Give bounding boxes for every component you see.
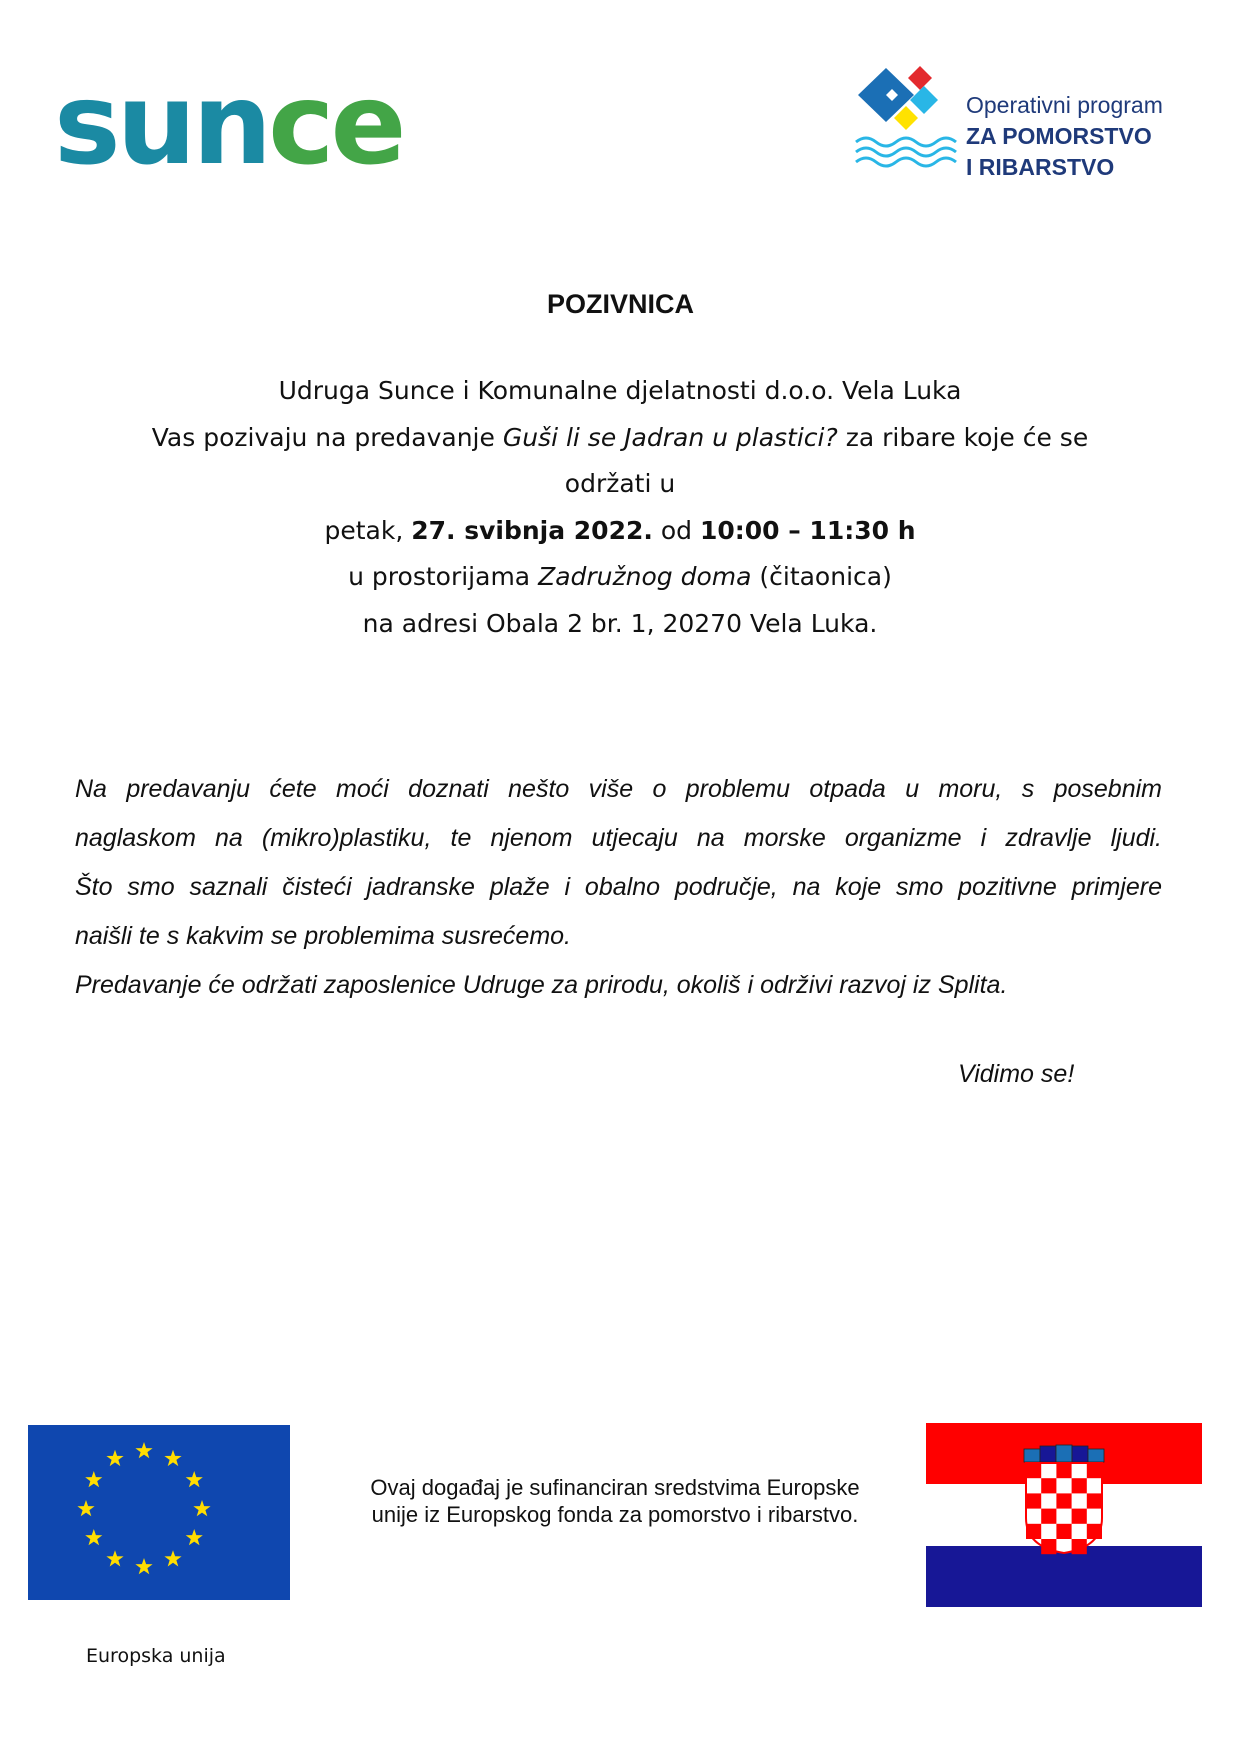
- body-line-4: naišli te s kakvim se problemima susrećemo.: [75, 922, 571, 950]
- body-line-5: Predavanje će održati zaposlenice Udruge za prirodu, okoliš i održivi razvoj iz Splita.: [75, 971, 1008, 999]
- intro-line-lecture: [100, 415, 1140, 462]
- shield-check-square: [1072, 1509, 1087, 1524]
- op-logo-text: [966, 90, 1163, 183]
- shield-check-square: [1087, 1463, 1102, 1478]
- shield-check-square: [1041, 1478, 1056, 1493]
- shield-check-square: [1056, 1493, 1071, 1508]
- croatian-coat-of-arms-icon: [1024, 1445, 1104, 1554]
- eu-star-icon: [164, 1450, 181, 1466]
- eu-caption: Europska unija: [86, 1645, 226, 1667]
- eu-star-icon: [193, 1500, 210, 1516]
- invitation-body: [75, 765, 1162, 1010]
- op-pomorstvo-logo: [848, 60, 1188, 190]
- op-logo-line2: ZA POMORSTVO: [966, 123, 1152, 149]
- eu-star-icon: [85, 1471, 102, 1487]
- shield-check-square: [1072, 1478, 1087, 1493]
- event-date: 27. svibnja 2022.: [411, 515, 653, 545]
- shield-check-square: [1041, 1509, 1056, 1524]
- eu-star-icon: [164, 1550, 181, 1566]
- intro-lecture-suffix: za ribare koje će se: [837, 422, 1089, 452]
- eu-flag: [28, 1425, 290, 1600]
- sunce-logo-text-green: ce: [268, 60, 403, 190]
- op-logo-line3: I RIBARSTVO: [966, 154, 1115, 180]
- sunce-logo-text-teal: sun: [54, 60, 269, 190]
- cofinance-statement: [320, 1474, 910, 1528]
- shield-check-square: [1087, 1524, 1102, 1539]
- op-fish-diamond-icon: [848, 60, 958, 180]
- eu-star-icon: [135, 1442, 152, 1458]
- intro-line-venue: [100, 554, 1140, 601]
- shield-check-square: [1056, 1524, 1071, 1539]
- intro-from: od: [652, 515, 700, 545]
- op-logo-line1: Operativni program: [966, 92, 1163, 118]
- document-title: POZIVNICA: [546, 289, 694, 319]
- shield-check-square: [1026, 1463, 1041, 1478]
- intro-line-held: održati u: [564, 469, 676, 498]
- shield-check-square: [1072, 1539, 1087, 1554]
- intro-day: petak,: [324, 515, 412, 545]
- shield-check-square: [1041, 1539, 1056, 1554]
- closing-text: Vidimo se!: [958, 1060, 1075, 1088]
- eu-stars-icon: [28, 1425, 290, 1600]
- shield-check-square: [1026, 1493, 1041, 1508]
- shield-check-square: [1056, 1463, 1071, 1478]
- shield-check-square: [1087, 1493, 1102, 1508]
- eu-star-icon: [106, 1450, 123, 1466]
- cofinance-line-2: unije iz Europskog fonda za pomorstvo i ribarstvo.: [371, 1502, 859, 1527]
- venue-name: Zadružnog doma: [538, 562, 752, 591]
- intro-venue-prefix: u prostorijama: [348, 562, 539, 591]
- intro-venue-suffix: (čitaonica): [751, 562, 892, 591]
- body-line-1: Na predavanju ćete moći doznati nešto više o problemu otpada u moru, s posebnim: [75, 775, 1162, 803]
- shield-check-square: [1026, 1524, 1041, 1539]
- cofinance-line-1: Ovaj događaj je sufinanciran sredstvima Europske: [370, 1475, 860, 1500]
- intro-lecture-prefix: Vas pozivaju na predavanje: [151, 422, 503, 452]
- invitation-intro: [100, 368, 1140, 647]
- croatian-flag: [926, 1423, 1202, 1607]
- sunce-logo: [54, 60, 454, 190]
- lecture-title: Guši li se Jadran u plastici?: [502, 422, 838, 452]
- eu-star-icon: [77, 1500, 94, 1516]
- eu-star-icon: [106, 1550, 123, 1566]
- intro-line-organizers: Udruga Sunce i Komunalne djelatnosti d.o.o. Vela Luka: [278, 376, 962, 405]
- eu-star-icon: [85, 1529, 102, 1545]
- eu-star-icon: [135, 1558, 152, 1574]
- body-line-2: naglaskom na (mikro)plastiku, te njenom utjecaju na morske organizme i zdravlje ljudi.: [75, 824, 1162, 852]
- body-line-3: Što smo saznali čisteći jadranske plaže i obalno područje, na koje smo pozitivne primjere: [75, 873, 1162, 901]
- event-time: 10:00 – 11:30 h: [699, 515, 916, 545]
- intro-line-datetime: [100, 508, 1140, 555]
- intro-line-address: na adresi Obala 2 br. 1, 20270 Vela Luka.: [362, 608, 878, 638]
- eu-star-icon: [186, 1471, 203, 1487]
- eu-star-icon: [186, 1529, 203, 1545]
